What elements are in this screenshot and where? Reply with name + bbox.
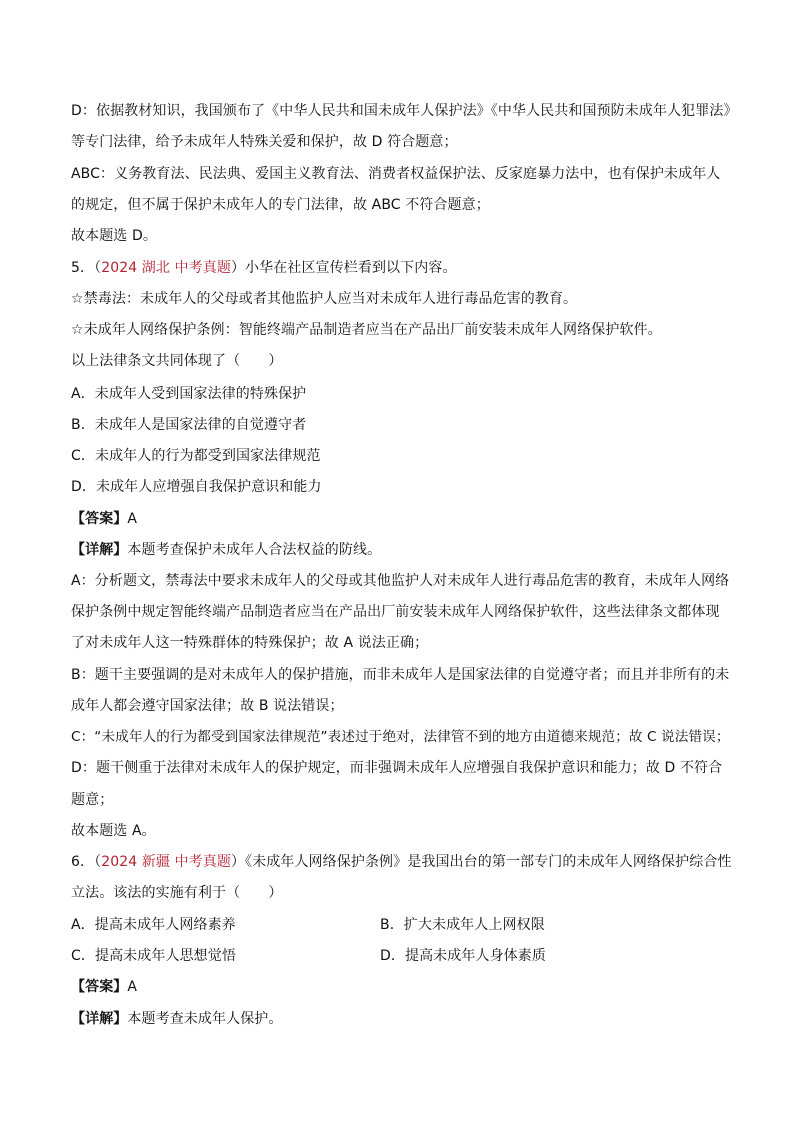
q5-detail xyxy=(71,541,381,559)
q5-answer-value: A xyxy=(127,511,138,527)
q6-option-b: B．扩大未成年人上网权限 xyxy=(380,917,545,933)
q5-answer xyxy=(71,510,137,528)
q6-answer-label: 【答案】 xyxy=(71,979,128,995)
q5-explain-b-line2: 成年人都会遵守国家法律；故 B 说法错误； xyxy=(71,698,344,714)
q5-explain-b-line1: B：题干主要强调的是对未成年人的保护措施，而非未成年人是国家法律的自觉遵守者；而且并非所有的未 xyxy=(71,667,730,683)
q6-option-c: C．提高未成年人思想觉悟 xyxy=(71,948,236,964)
q5-explain-a-line3: 了对未成年人这一特殊群体的特殊保护；故 A 说法正确； xyxy=(71,635,429,651)
q5-stem xyxy=(71,259,457,277)
q5-explain-d-line1: D：题干侧重于法律对未成年人的保护规定，而非强调未成年人应增强自我保护意识和能力；故 D 不符合 xyxy=(71,760,723,776)
q6-number: 6．（ xyxy=(71,854,102,870)
q6-option-d: D．提高未成年人身体素质 xyxy=(380,948,546,964)
q6-option-a: A．提高未成年人网络素养 xyxy=(71,917,236,933)
q5-conclusion: 故本题选 A。 xyxy=(71,823,156,839)
q4-explanation-abc-line2: 的规定，但不属于保护未成年人的专门法律，故 ABC 不符合题意； xyxy=(71,197,490,213)
q5-detail-label: 【详解】 xyxy=(71,542,128,558)
q5-explain-a-line1: A：分析题文，禁毒法中要求未成年人的父母或其他监护人对未成年人进行毒品危害的教育，未成年人网络 xyxy=(71,573,730,589)
q6-stem-line2: 立法。该法的实施有利于（ ） xyxy=(71,885,283,901)
q4-conclusion: 故本题选 D。 xyxy=(71,228,157,244)
q5-number: 5．（ xyxy=(71,260,102,276)
q6-detail-label: 【详解】 xyxy=(71,1011,128,1027)
q4-explanation-d-line2: 等专门法律，给予未成年人特殊关爱和保护，故 D 符合题意； xyxy=(71,134,458,150)
q6-answer xyxy=(71,978,137,996)
q6-detail xyxy=(71,1010,283,1028)
q5-law2: ☆未成年人网络保护条例：智能终端产品制造者应当在产品出厂前安装未成年人网络保护软件。 xyxy=(71,322,662,338)
q5-answer-label: 【答案】 xyxy=(71,511,128,527)
q5-source-tag: 2024 湖北 中考真题 xyxy=(101,260,231,276)
q5-option-c: C．未成年人的行为都受到国家法律规范 xyxy=(71,448,321,464)
q5-question: 以上法律条文共同体现了（ ） xyxy=(71,353,283,369)
q5-explain-a-line2: 保护条例中规定智能终端产品制造者应当在产品出厂前安装未成年人网络保护软件，这些法律条文都体现 xyxy=(71,604,720,620)
q6-stem-text: ）《未成年人网络保护条例》是我国出台的第一部专门的未成年人网络保护综合性 xyxy=(230,854,732,870)
q5-explain-c-line1: C：“未成年人的行为都受到国家法律规范”表述过于绝对，法律管不到的地方由道德来规范；故 C 说法错误； xyxy=(71,729,730,745)
q4-explanation-d-line1: D：依据教材知识，我国颁布了《中华人民共和国未成年人保护法》《中华人民共和国预防未成年人犯罪法》 xyxy=(71,103,738,119)
q6-detail-text: 本题考查未成年人保护。 xyxy=(127,1011,283,1027)
q6-stem xyxy=(71,853,732,871)
q4-explanation-abc-line1: ABC：义务教育法、民法典、爱国主义教育法、消费者权益保护法、反家庭暴力法中，也有保护未成年人 xyxy=(71,166,721,182)
q5-detail-text: 本题考查保护未成年人合法权益的防线。 xyxy=(127,542,382,558)
q5-stem-text: ）小华在社区宣传栏看到以下内容。 xyxy=(230,260,457,276)
q5-explain-d-line2: 题意； xyxy=(71,792,114,808)
q6-options-row1 xyxy=(71,916,721,934)
q5-option-d: D．未成年人应增强自我保护意识和能力 xyxy=(71,479,322,495)
q6-source-tag: 2024 新疆 中考真题 xyxy=(101,854,231,870)
q6-options-row2 xyxy=(71,947,721,965)
q5-option-b: B．未成年人是国家法律的自觉遵守者 xyxy=(71,417,307,433)
q5-law1: ☆禁毒法：未成年人的父母或者其他监护人应当对未成年人进行毒品危害的教育。 xyxy=(71,291,578,307)
q5-option-a: A．未成年人受到国家法律的特殊保护 xyxy=(71,386,307,402)
q6-answer-value: A xyxy=(127,979,138,995)
